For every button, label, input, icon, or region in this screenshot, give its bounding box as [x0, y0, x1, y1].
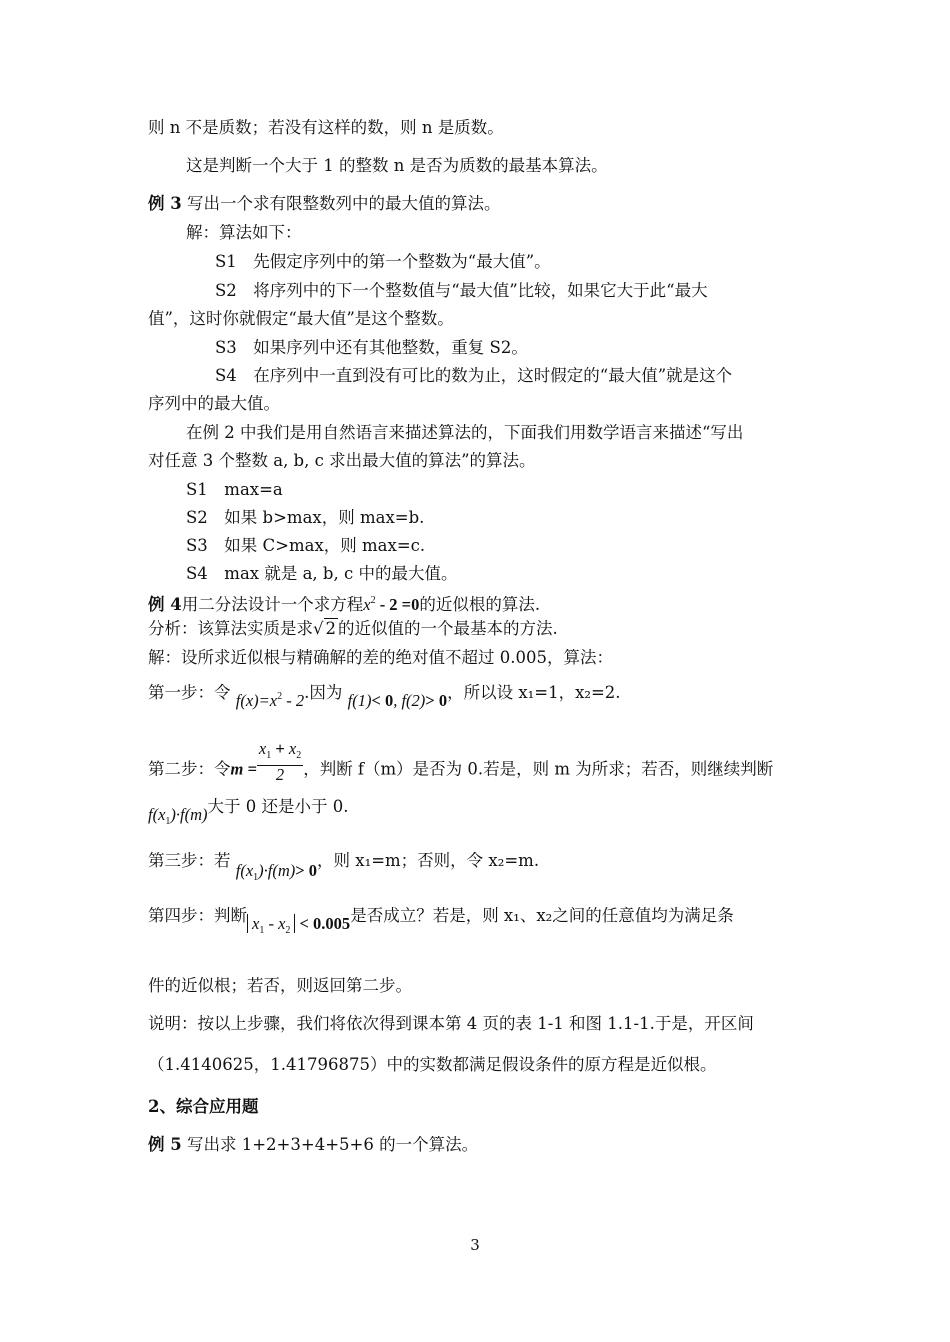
text-line: 分析：该算法实质是求√ 2 的近似值的一个最基本的方法. — [148, 619, 558, 638]
example-label: 例 4 — [148, 595, 182, 614]
example-label: 例 3 — [148, 194, 182, 213]
text-line: 在例 2 中我们是用自然语言来描述算法的，下面我们用数学语言来描述“写出 — [186, 423, 744, 442]
step-3: 第三步：若 $f(x_1)\cdot f(m)> 0$，则 x₁=m；否则，令 x₂=m. — [148, 851, 540, 883]
text-line: 解：设所求近似根与精确解的差的绝对值不超过 0.005，算法： — [148, 648, 613, 667]
page-number: 3 — [470, 1236, 480, 1254]
step-line: S3 如果 C>max，则 max=c. — [186, 536, 426, 555]
note-line: 说明：按以上步骤，我们将依次得到课本第 4 页的表 1-1 和图 1.1-1.于是，开区间 — [148, 1014, 754, 1033]
text-line: 则 n 不是质数；若没有这样的数，则 n 是质数。 — [148, 118, 504, 137]
step-2-cont: $f(x_1)\cdot f(m)$大于 0 还是小于 0. — [148, 797, 349, 827]
example-text: 的近似根的算法. — [419, 595, 541, 614]
example-text: 写出一个求有限整数列中的最大值的算法。 — [181, 194, 501, 213]
section-heading: 2、综合应用题 — [148, 1097, 259, 1116]
note-line: （1.4140625，1.41796875）中的实数都满足假设条件的原方程是近似根。 — [148, 1055, 717, 1074]
example-4-heading — [148, 590, 540, 616]
step-line: 序列中的最大值。 — [148, 394, 280, 413]
fraction: $\frac{x_1 + x_2}{2}$ — [258, 739, 302, 784]
step-line: S2 如果 b>max，则 max=b. — [186, 508, 425, 527]
step-2: 第二步：令m = $\frac{x_1 + x_2}{2}$ ，判断 f（m）是否为 0.若是，则 m 为所求；若否，则继续判断 — [148, 739, 774, 784]
step-4: 第四步：判断 $x_1 - x_2 < 0.005$是否成立？若是，则 x₁、x₂之间的任意值均为满足条 — [148, 906, 734, 936]
step-line: S4 max 就是 a, b, c 中的最大值。 — [186, 564, 458, 583]
example-text: 写出求 1+2+3+4+5+6 的一个算法。 — [181, 1135, 479, 1154]
example-5-heading — [148, 1134, 478, 1156]
text-line: 这是判断一个大于 1 的整数 n 是否为质数的最基本算法。 — [186, 156, 608, 175]
equation: $x^2 - 2 =0$ — [363, 595, 420, 614]
example-label: 例 5 — [148, 1135, 182, 1154]
step-1: 第一步：令 $f(x)=x^2 - 2$.因为 f(1)< 0, f(2)> 0，所以设 x₁=1，x₂=2. — [148, 683, 621, 710]
step-line: S2 将序列中的下一个整数值与“最大值”比较，如果它大于此“最大 — [215, 281, 708, 300]
step-line: S1 先假定序列中的第一个整数为“最大值”。 — [215, 252, 551, 271]
sqrt-2: √ 2 — [313, 619, 337, 638]
step-line: 值”，这时你就假定“最大值”是这个整数。 — [148, 309, 454, 328]
text-line: 对任意 3 个整数 a, b, c 求出最大值的算法”的算法。 — [148, 451, 536, 470]
step-line: S1 max=a — [186, 480, 283, 499]
step-line: S4 在序列中一直到没有可比的数为止，这时假定的“最大值”就是这个 — [215, 366, 733, 385]
step-4-cont: 件的近似根；若否，则返回第二步。 — [148, 976, 412, 995]
text-line: 解：算法如下： — [186, 223, 302, 242]
example-text: 用二分法设计一个求方程 — [181, 595, 364, 614]
step-line: S3 如果序列中还有其他整数，重复 S2。 — [215, 338, 528, 357]
example-3-heading — [148, 193, 500, 215]
